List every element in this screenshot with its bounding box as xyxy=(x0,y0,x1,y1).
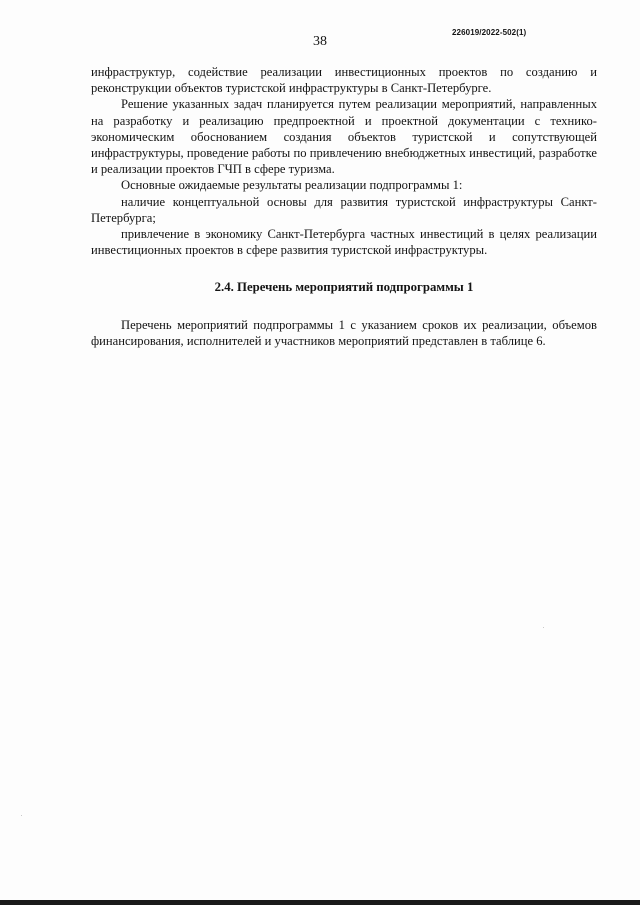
paragraph-result-concept: наличие концептуальной основы для развития туристской инфраструктуры Санкт-Петербурга; xyxy=(91,194,597,225)
scan-speck xyxy=(543,627,544,628)
body-text xyxy=(91,64,597,349)
paragraph-tasks-solution: Решение указанных задач планируется путем реализации мероприятий, направленных на разработку и реализацию предпроектной и проектной документации с технико-экономическим обоснованием создания объектов туристской и сопутствующей инфраструктуры, проведение работы по привлечению внебюджетных инвестиций, разработке и реализации проектов ГЧП в сфере туризма. xyxy=(91,97,597,177)
section-heading: 2.4. Перечень мероприятий подпрограммы 1 xyxy=(214,280,474,295)
scan-speck xyxy=(21,815,22,816)
scan-edge xyxy=(0,900,640,905)
page-number: 38 xyxy=(313,34,327,49)
paragraph-result-investment: привлечение в экономику Санкт-Петербурга частных инвестиций в целях реализации инвестиционных проектов в сфере развития туристской инфраструктуры. xyxy=(91,227,597,258)
document-reference: 226019/2022-502(1) xyxy=(452,28,527,37)
paragraph-activities-list: Перечень мероприятий подпрограммы 1 с указанием сроков их реализации, объемов финансирования, исполнителей и участников мероприятий представлен в таблице 6. xyxy=(91,317,597,348)
paragraph-expected-results: Основные ожидаемые результаты реализации подпрограммы 1: xyxy=(121,178,463,193)
paragraph-continuation: инфраструктур, содействие реализации инвестиционных проектов по созданию и реконструкции объектов туристской инфраструктуры в Санкт-Петербурге. xyxy=(91,65,597,96)
